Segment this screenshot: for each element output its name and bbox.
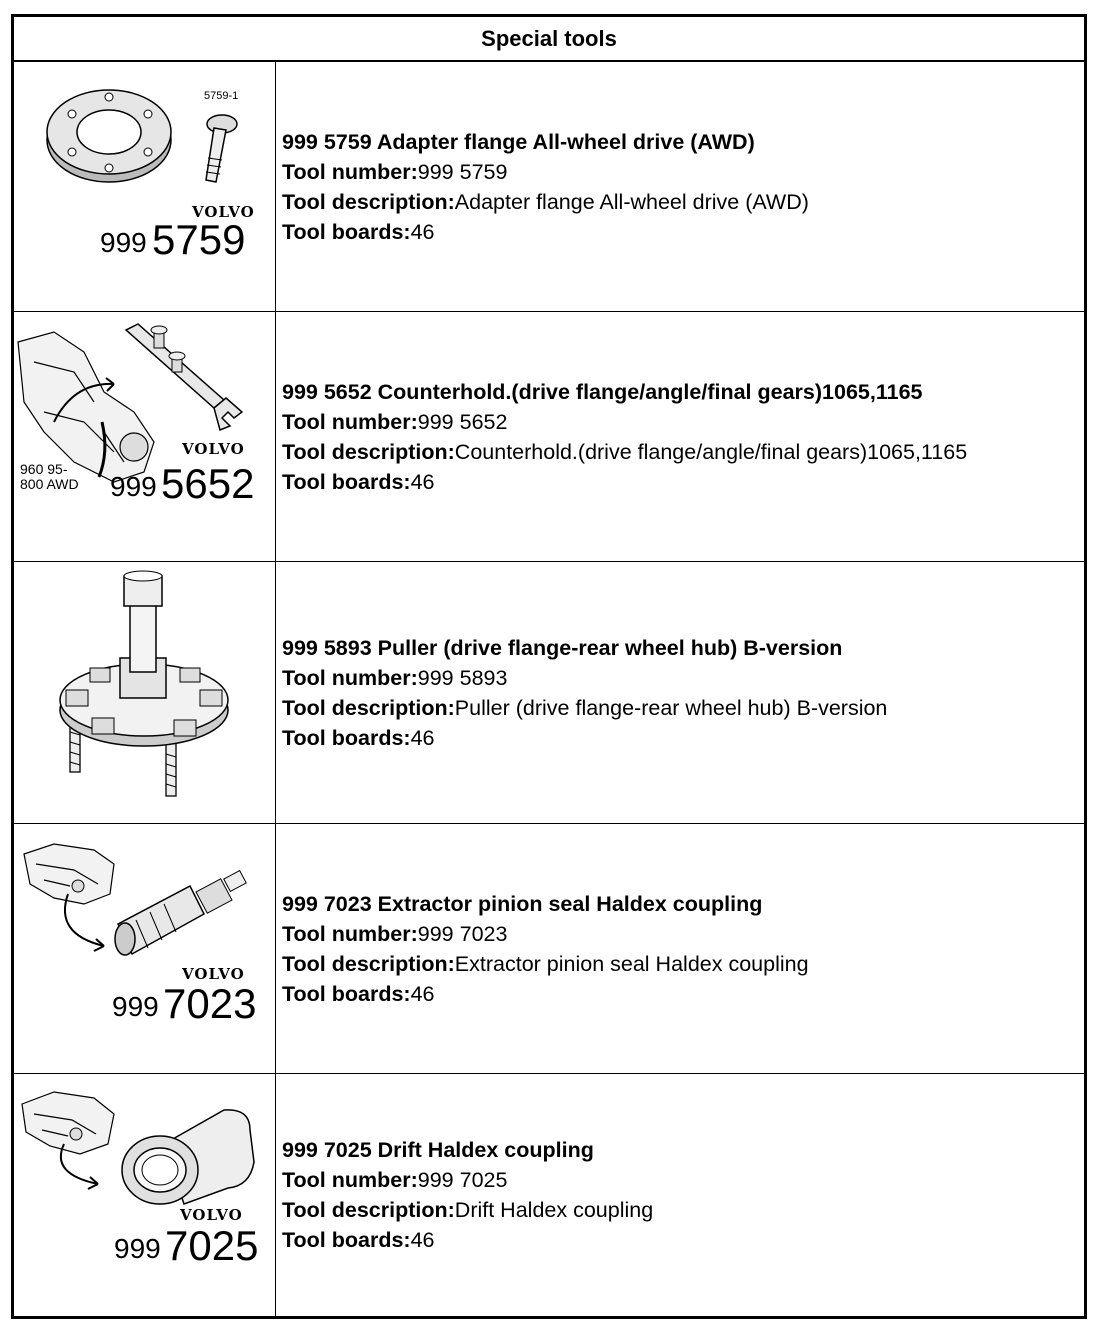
tool-description-value: Extractor pinion seal Haldex coupling (454, 951, 809, 976)
tool-title: 999 7025 Drift Haldex coupling (282, 1138, 594, 1162)
tool-code: 7023 (163, 980, 257, 1027)
tool-illustration (14, 62, 276, 311)
tool-row (14, 1074, 1084, 1316)
tool-title: 999 7023 Extractor pinion seal Haldex coupling (282, 891, 763, 916)
tool-description-value: Puller (drive flange-rear wheel hub) B-version (454, 695, 888, 720)
tool-description-line: Tool description:Adapter flange All-wheel drive (AWD) (282, 189, 809, 214)
volvo-logo: VOLVO (180, 1206, 243, 1224)
adapter-flange-icon (14, 62, 276, 311)
tool-title: 999 5759 Adapter flange All-wheel drive (AWD) (282, 129, 755, 154)
tool-title: 999 5652 Counterhold.(drive flange/angle/final gears)1065,1165 (282, 379, 923, 404)
tool-details (282, 62, 1084, 311)
tool-boards-value: 46 (410, 725, 435, 750)
tool-boards-value: 46 (410, 981, 435, 1006)
tool-code-prefix: 999 (100, 227, 147, 258)
tool-code-prefix: 999 (112, 991, 159, 1022)
tool-boards-line: Tool boards:46 (282, 219, 435, 244)
tool-boards-value: 46 (410, 469, 435, 494)
tool-code: 5652 (161, 460, 255, 507)
tool-row (14, 62, 1084, 312)
tool-boards-line: Tool boards:46 (282, 981, 435, 1006)
table-title: Special tools (481, 25, 617, 51)
tool-title: 999 5893 Puller (drive flange-rear wheel hub) B-version (282, 635, 843, 660)
tool-description-value: Counterhold.(drive flange/angle/final gears)1065,1165 (454, 439, 968, 464)
tool-row (14, 312, 1084, 562)
tool-number-line: Tool number:999 5652 (282, 409, 508, 434)
tool-code: 5759 (152, 216, 246, 263)
tool-number-value: 999 7025 (417, 1168, 508, 1192)
tool-details (282, 824, 1084, 1073)
tool-illustration (14, 312, 276, 561)
tool-number-value: 999 5893 (417, 665, 508, 690)
extractor-icon (14, 824, 276, 1073)
tool-description-line: Tool description:Counterhold.(drive flange/angle/final gears)1065,1165 (282, 439, 968, 464)
tool-row (14, 824, 1084, 1074)
volvo-logo: VOLVO (192, 203, 255, 221)
tool-boards-line: Tool boards:46 (282, 725, 435, 750)
tool-number-line: Tool number:999 5893 (282, 665, 508, 690)
tool-number-value: 999 7023 (417, 921, 508, 946)
puller-icon (14, 562, 276, 823)
model-label-2: 800 AWD (20, 476, 79, 492)
volvo-logo: VOLVO (182, 440, 245, 458)
tool-illustration (14, 562, 276, 823)
model-label-1: 960 95- (20, 461, 68, 477)
tool-illustration (14, 824, 276, 1073)
tool-description-value: Adapter flange All-wheel drive (AWD) (454, 189, 809, 214)
table-header (14, 17, 1084, 62)
tool-description-value: Drift Haldex coupling (454, 1198, 654, 1222)
tool-details (282, 312, 1084, 561)
tool-description-line: Tool description:Drift Haldex coupling (282, 1198, 654, 1222)
tool-boards-value: 46 (410, 1228, 435, 1252)
tool-number-value: 999 5652 (417, 409, 508, 434)
part-label: 5759-1 (204, 90, 239, 102)
tool-number-line: Tool number:999 7025 (282, 1168, 508, 1192)
tool-row (14, 562, 1084, 824)
special-tools-table (11, 14, 1087, 1319)
tool-boards-line: Tool boards:46 (282, 1228, 435, 1252)
tool-code-prefix: 999 (110, 471, 157, 502)
tool-description-line: Tool description:Extractor pinion seal Haldex coupling (282, 951, 809, 976)
tool-code: 7025 (165, 1222, 259, 1269)
tool-number-line: Tool number:999 7023 (282, 921, 508, 946)
tool-illustration (14, 1074, 276, 1316)
volvo-logo: VOLVO (182, 965, 245, 983)
tool-details (282, 1074, 1084, 1316)
tool-number-line: Tool number:999 5759 (282, 159, 508, 184)
tool-description-line: Tool description:Puller (drive flange-rear wheel hub) B-version (282, 695, 888, 720)
tool-boards-value: 46 (410, 219, 435, 244)
tool-boards-line: Tool boards:46 (282, 469, 435, 494)
counterhold-icon (14, 312, 276, 561)
tool-details (282, 562, 1084, 823)
tool-code-prefix: 999 (114, 1233, 161, 1264)
tool-number-value: 999 5759 (417, 159, 508, 184)
drift-icon (14, 1074, 276, 1316)
